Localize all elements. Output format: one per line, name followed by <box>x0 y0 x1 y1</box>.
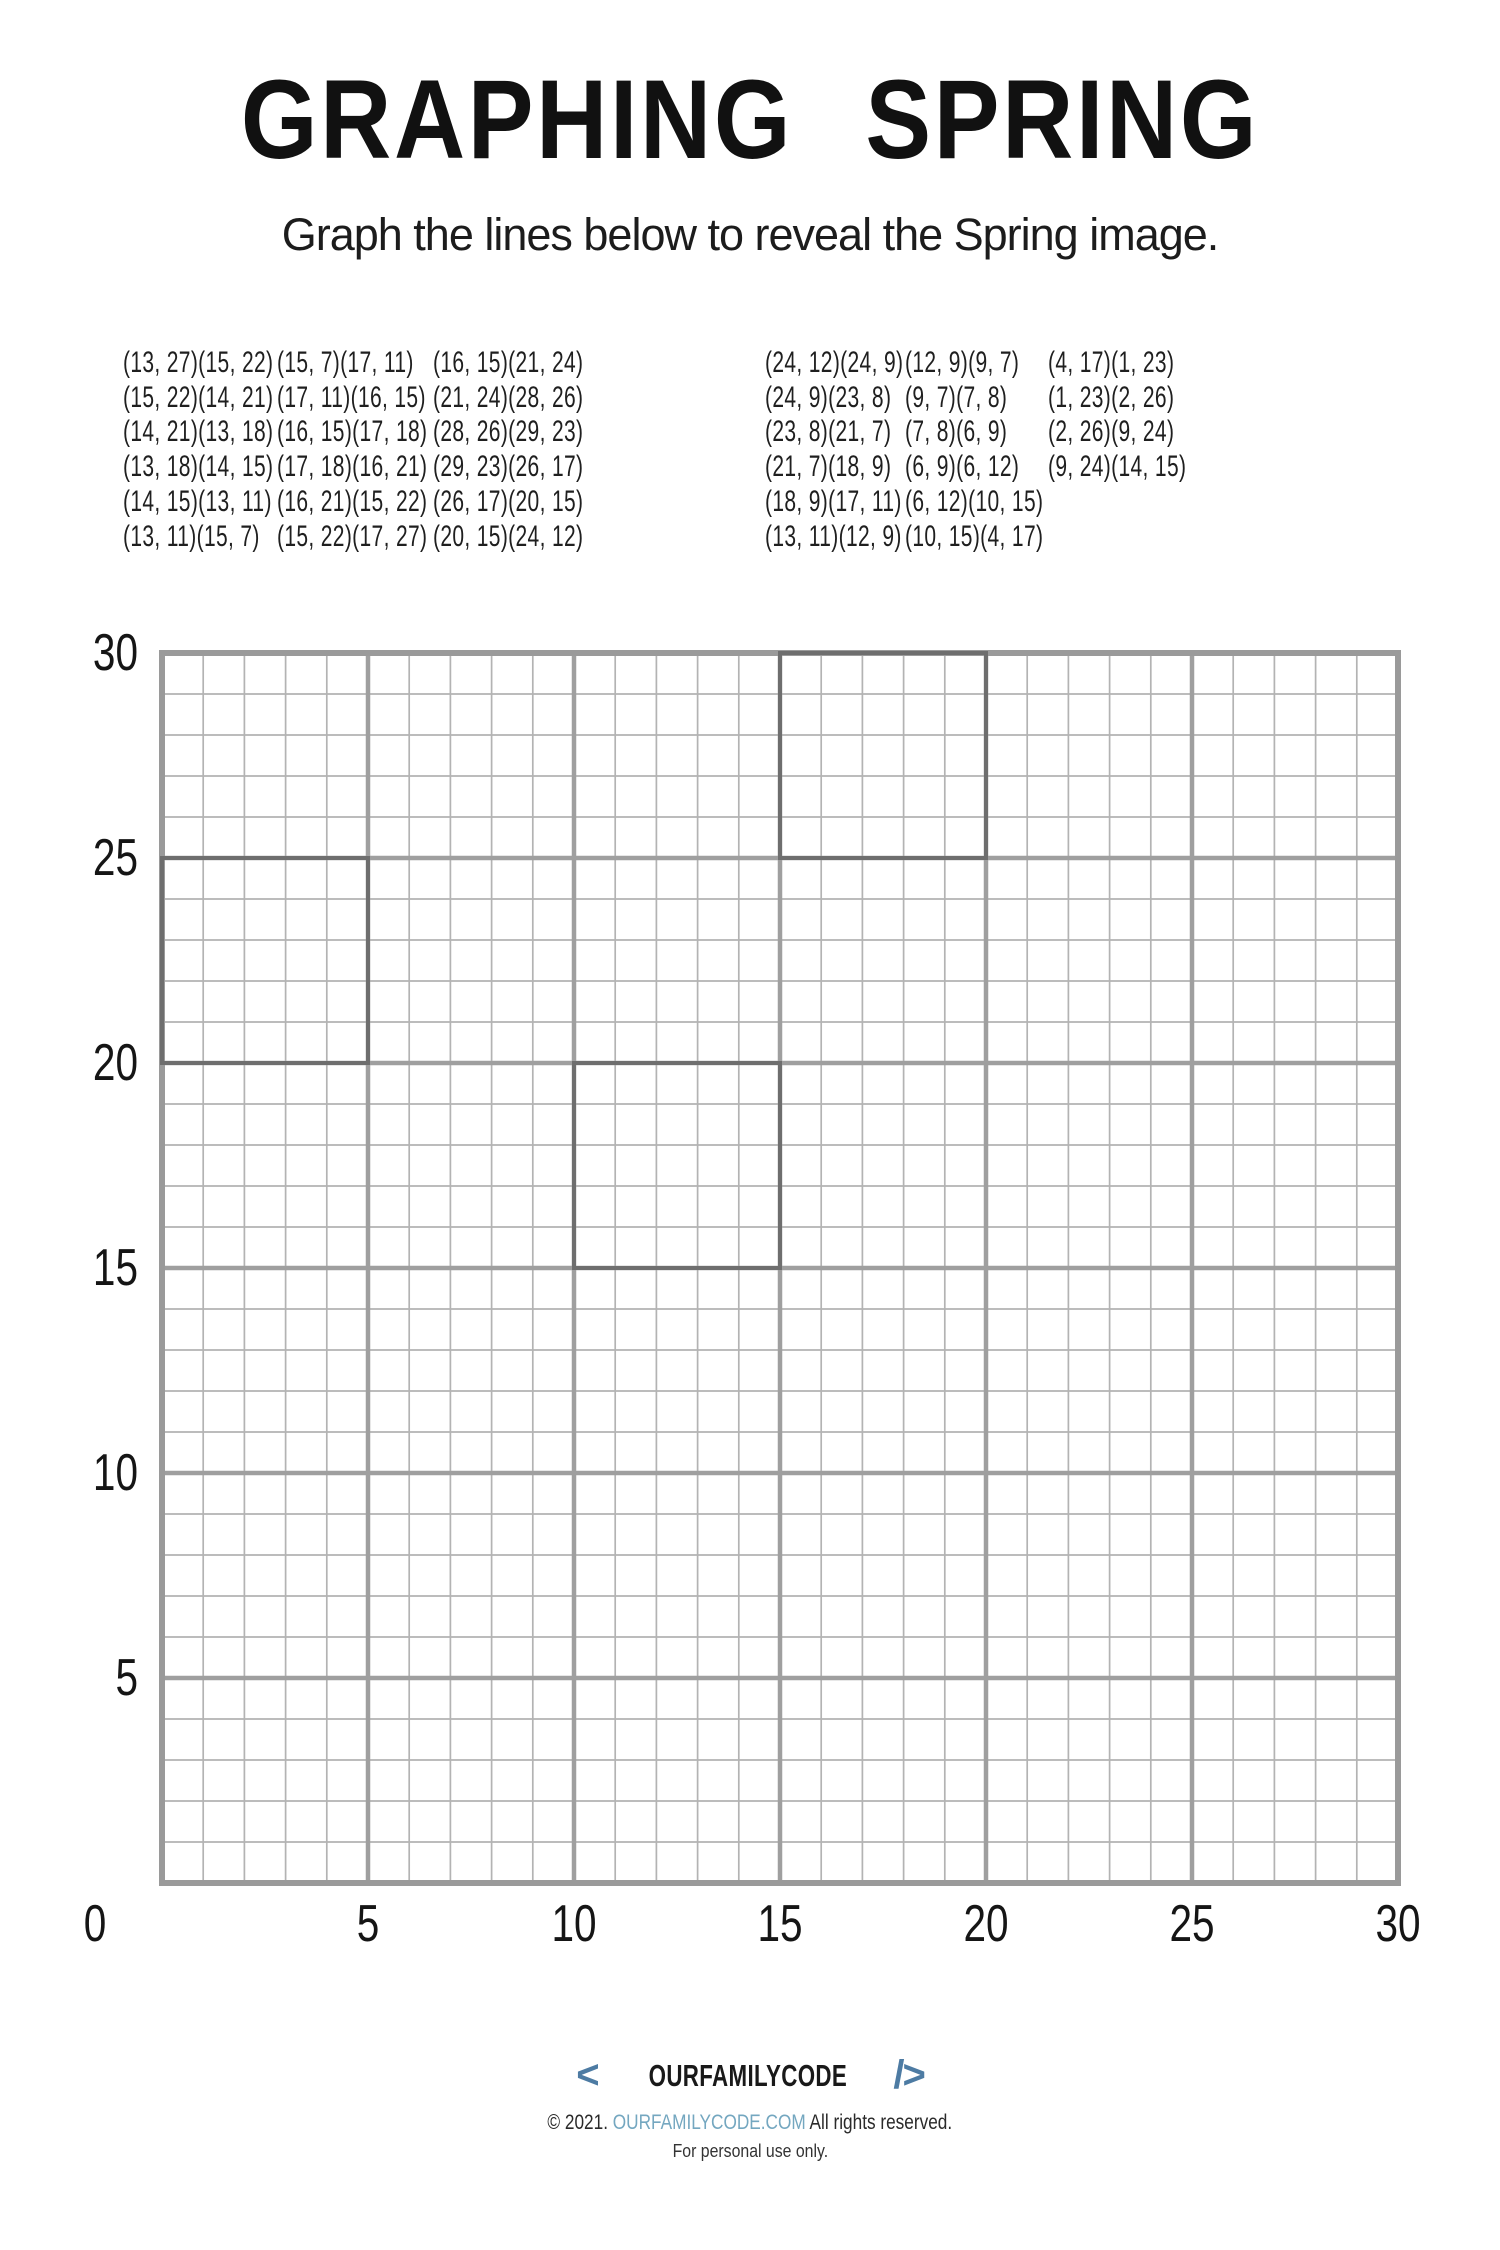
coordinate-pair-line: (14, 21)(13, 18) <box>123 415 274 449</box>
logo-text: OURFAMILYCODE <box>648 2058 847 2093</box>
rights-reserved-text: All rights reserved. <box>805 2111 953 2134</box>
copyright-line <box>0 2109 1500 2139</box>
coordinate-column <box>433 346 583 554</box>
coordinate-column <box>765 346 903 554</box>
copyright-year-text: © 2021. <box>547 2111 613 2134</box>
coordinate-list <box>0 346 1500 566</box>
coordinate-pair-line: (20, 15)(24, 12) <box>433 519 584 553</box>
coordinate-pair-line: (13, 11)(12, 9) <box>765 519 902 553</box>
coordinate-pair-line: (6, 9)(6, 12) <box>905 450 1020 484</box>
origin-tick-label: 0 <box>83 1895 107 1953</box>
coordinate-pair-line: (17, 18)(16, 21) <box>277 450 428 484</box>
personal-use-note: For personal use only. <box>672 2141 828 2161</box>
y-tick-label: 20 <box>92 1034 138 1092</box>
brand-logo <box>0 2052 1500 2105</box>
coordinate-pair-line: (29, 23)(26, 17) <box>433 450 584 484</box>
highlight-tile <box>162 858 368 1063</box>
coordinate-pair-line: (21, 7)(18, 9) <box>765 450 892 484</box>
x-tick-label: 20 <box>963 1895 1009 1953</box>
coordinate-pair-line: (15, 7)(17, 11) <box>277 346 414 379</box>
coordinate-pair-line: (24, 12)(24, 9) <box>765 346 904 379</box>
coordinate-pair-line: (14, 15)(13, 11) <box>123 484 272 518</box>
left-chevron-icon: < <box>576 2053 598 2097</box>
coordinate-column <box>1048 346 1186 485</box>
coordinate-pair-line: (10, 15)(4, 17) <box>905 519 1044 553</box>
coordinate-pair-line: (23, 8)(21, 7) <box>765 415 892 449</box>
coordinate-column <box>277 346 427 554</box>
y-tick-label: 30 <box>92 624 138 682</box>
coordinate-pair-line: (13, 11)(15, 7) <box>123 519 260 553</box>
coordinate-pair-line: (15, 22)(14, 21) <box>123 380 274 414</box>
coordinate-pair-line: (26, 17)(20, 15) <box>433 484 584 518</box>
site-link-text: OURFAMILYCODE.COM <box>612 2111 806 2134</box>
y-tick-label: 5 <box>115 1649 138 1707</box>
footer <box>0 2052 1500 2165</box>
y-tick-label: 25 <box>92 829 138 887</box>
coordinate-pair-line: (7, 8)(6, 9) <box>905 415 1008 449</box>
coordinate-pair-line: (16, 21)(15, 22) <box>277 484 428 518</box>
right-chevron-icon: /> <box>893 2053 924 2097</box>
coordinate-pair-line: (15, 22)(17, 27) <box>277 519 428 553</box>
y-tick-label: 15 <box>92 1239 138 1297</box>
highlight-tile <box>780 653 986 858</box>
coordinate-pair-line: (2, 26)(9, 24) <box>1048 415 1175 449</box>
y-tick-label: 10 <box>92 1444 138 1502</box>
coordinate-pair-line: (13, 27)(15, 22) <box>123 346 274 379</box>
coordinate-grid <box>158 649 1402 1887</box>
highlight-tile <box>574 1063 780 1268</box>
coordinate-pair-line: (16, 15)(17, 18) <box>277 415 428 449</box>
coordinate-pair-line: (16, 15)(21, 24) <box>433 346 584 379</box>
coordinate-column <box>905 346 1043 554</box>
coordinate-pair-line: (9, 7)(7, 8) <box>905 380 1008 414</box>
coordinate-pair-line: (4, 17)(1, 23) <box>1048 346 1175 379</box>
coordinate-pair-line: (18, 9)(17, 11) <box>765 484 902 518</box>
coordinate-pair-line: (28, 26)(29, 23) <box>433 415 584 449</box>
coordinate-pair-line: (24, 9)(23, 8) <box>765 380 892 414</box>
page-subtitle: Graph the lines below to reveal the Spring image. <box>281 209 1219 260</box>
coordinate-column <box>123 346 273 554</box>
x-tick-label: 5 <box>356 1895 380 1953</box>
x-tick-label: 15 <box>757 1895 803 1953</box>
coordinate-pair-line: (21, 24)(28, 26) <box>433 380 584 414</box>
coordinate-pair-line: (1, 23)(2, 26) <box>1048 380 1175 414</box>
coordinate-pair-line: (17, 11)(16, 15) <box>277 380 426 414</box>
x-tick-label: 10 <box>551 1895 597 1953</box>
coordinate-pair-line: (6, 12)(10, 15) <box>905 484 1044 518</box>
x-tick-label: 25 <box>1169 1895 1215 1953</box>
page-title: GRAPHING SPRING <box>240 57 1260 182</box>
coordinate-pair-line: (12, 9)(9, 7) <box>905 346 1020 379</box>
x-tick-label: 30 <box>1375 1895 1421 1953</box>
coordinate-pair-line: (13, 18)(14, 15) <box>123 450 274 484</box>
coordinate-pair-line: (9, 24)(14, 15) <box>1048 450 1187 484</box>
